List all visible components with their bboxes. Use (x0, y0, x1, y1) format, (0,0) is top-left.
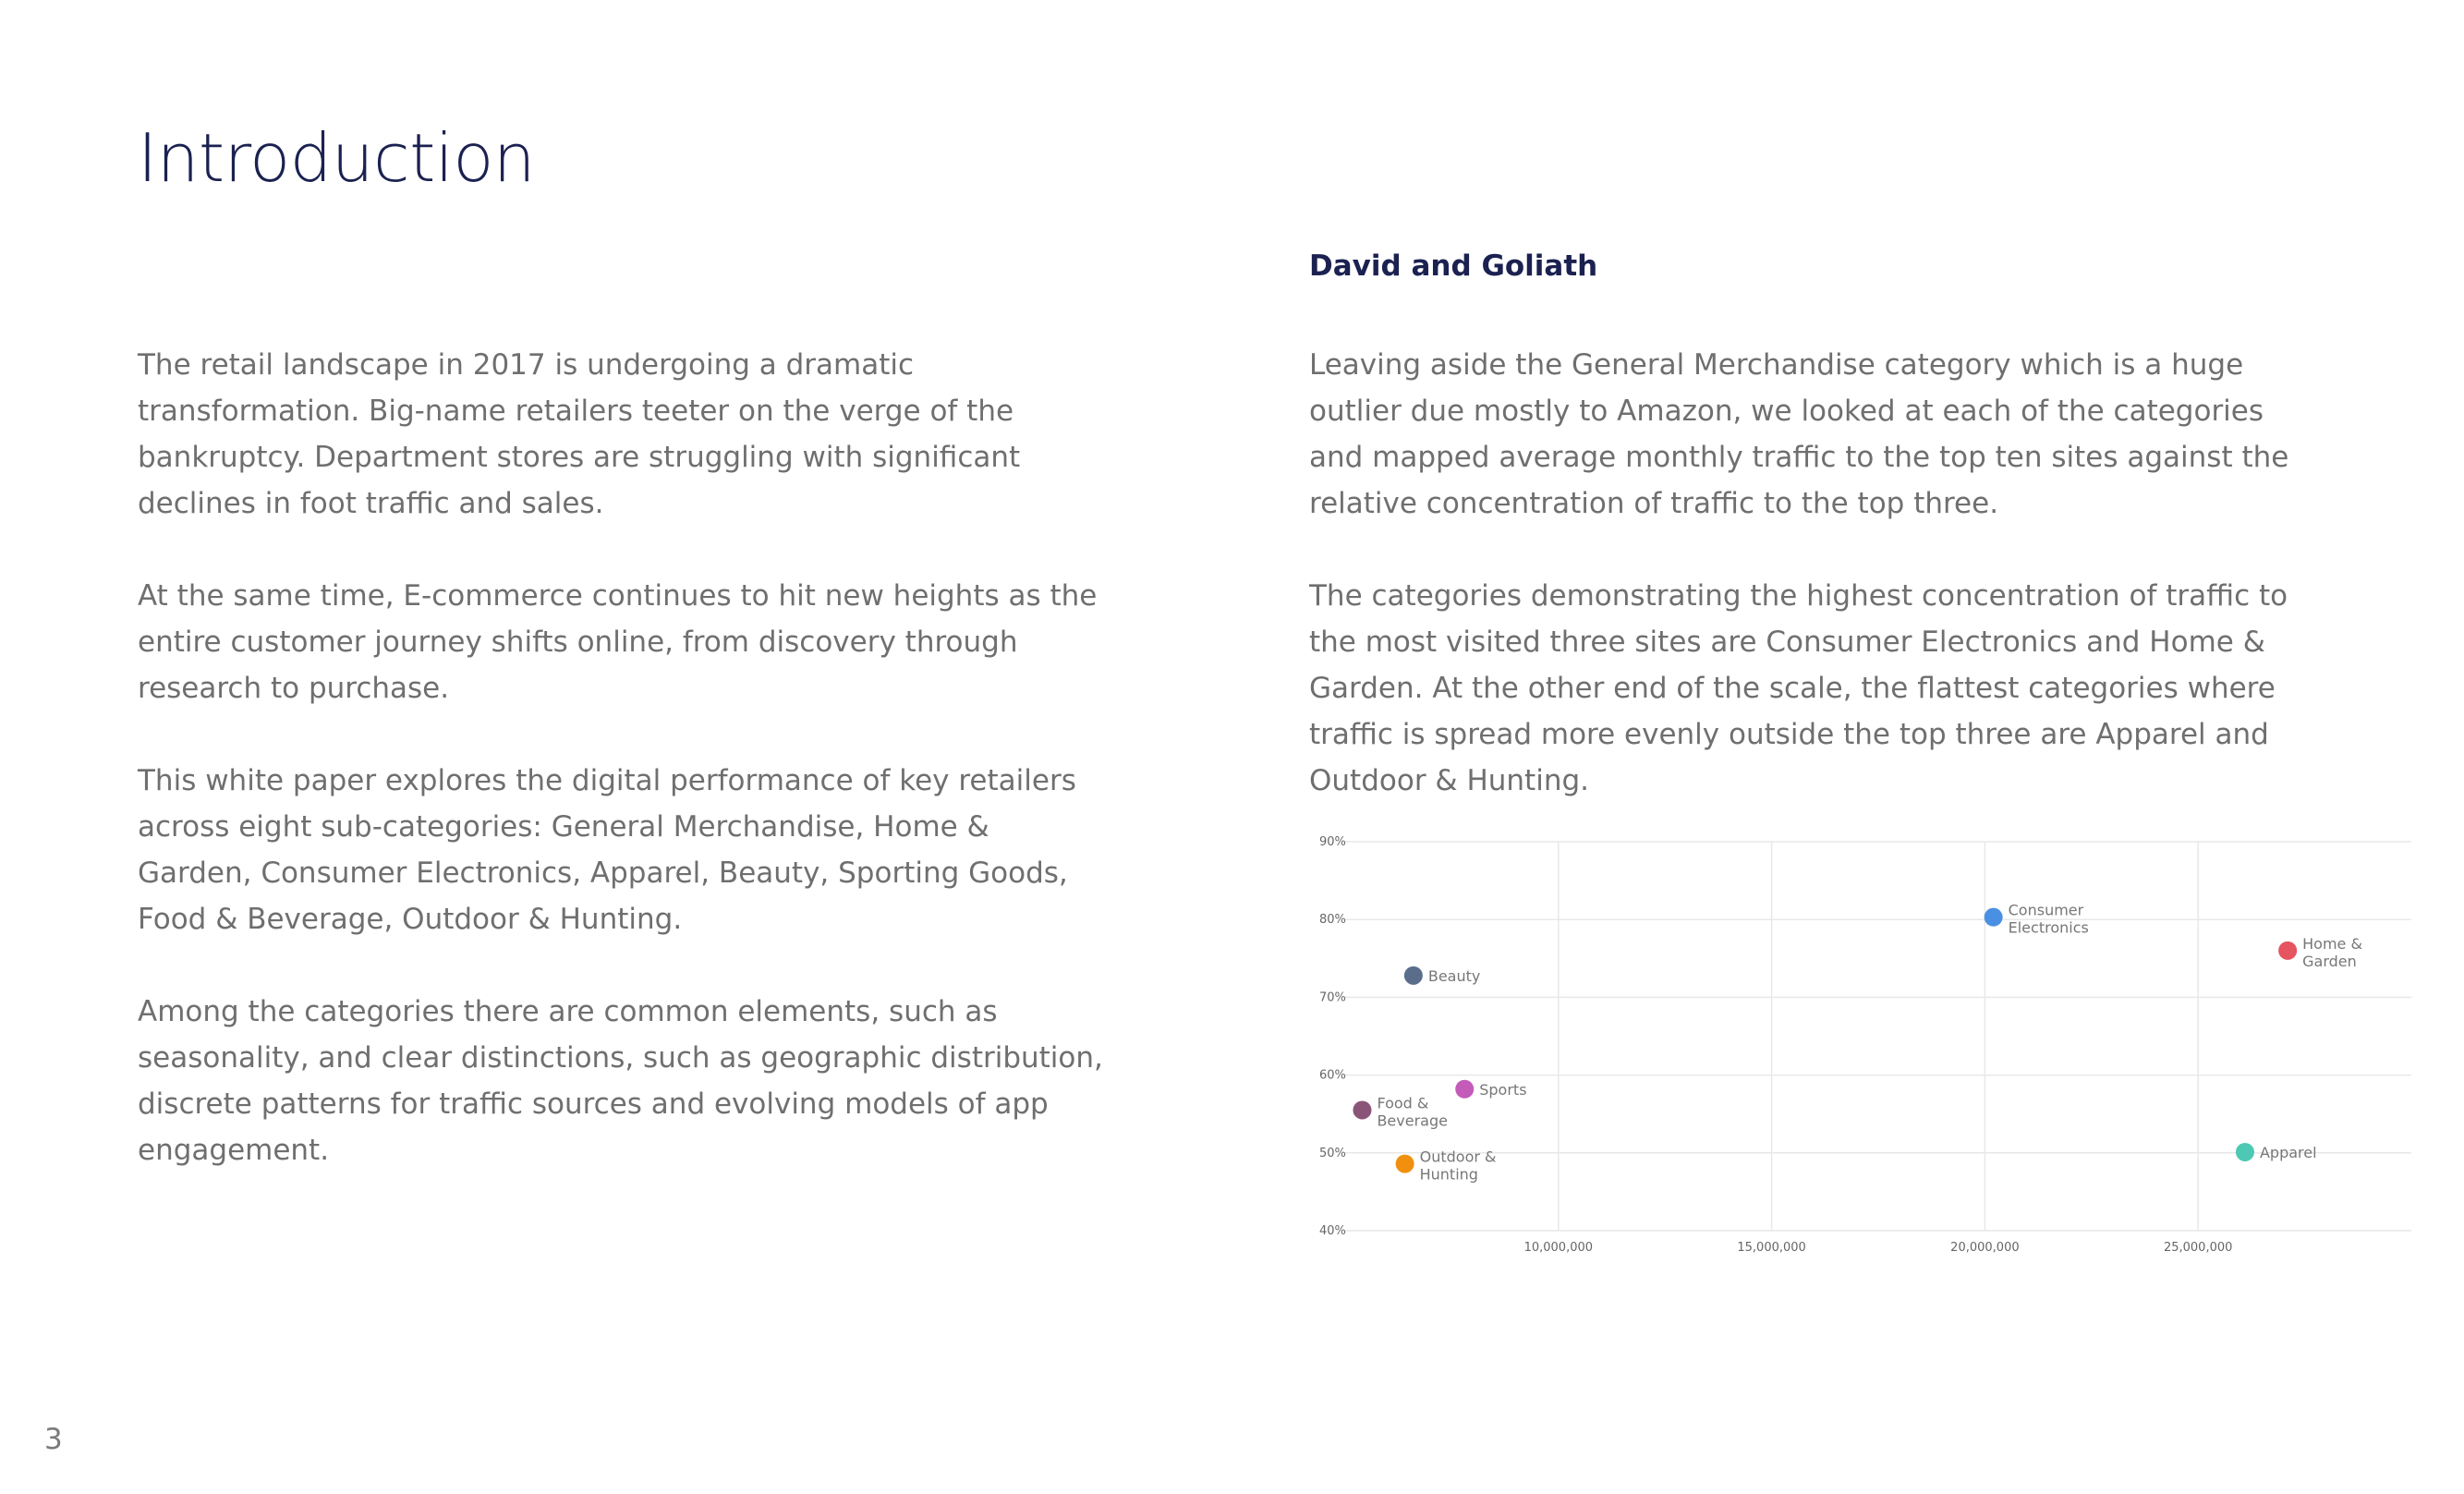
page-title: Introduction (138, 119, 536, 197)
data-label: Beverage (1377, 1111, 1448, 1130)
data-point (1985, 908, 2003, 927)
data-point (1396, 1155, 1414, 1173)
data-label: Electronics (2008, 918, 2089, 937)
data-label: Outdoor & (1419, 1148, 1497, 1166)
data-label: Sports (1479, 1080, 1527, 1099)
intro-paragraph-3: This white paper explores the digital performance of key retailers across eight sub-categories: General Merchandise, Home & Garden, Consumer Electronics, Apparel, Beauty, Sporting Goods, Food & Beverage, Outdoor & Hunting. (138, 764, 1076, 936)
data-point (2236, 1143, 2254, 1161)
intro-paragraph-1: The retail landscape in 2017 is undergoing a dramatic transformation. Big-name retailers teeter on the verge of the bankruptcy. Department stores are struggling with significant declines in foot traffic and sales. (138, 348, 1021, 520)
right-column (1309, 342, 2316, 850)
data-point (2278, 941, 2297, 960)
data-point (1404, 966, 1423, 985)
x-tick-label: 20,000,000 (1950, 1241, 2020, 1255)
y-tick-label: 90% (1319, 835, 1346, 849)
y-tick-label: 50% (1319, 1146, 1346, 1160)
data-label: Beauty (1427, 966, 1481, 985)
section-heading: David and Goliath (1309, 249, 1598, 283)
y-tick-label: 70% (1319, 990, 1346, 1005)
y-tick-label: 60% (1319, 1068, 1346, 1083)
page-number: 3 (44, 1423, 63, 1456)
left-column (138, 342, 1108, 1220)
analysis-paragraph-1: Leaving aside the General Merchandise category which is a huge outlier due mostly to Amazon, we looked at each of the categories and mapped average monthly traffic to the top ten sites against the relative concentration of traffic to the top three. (1309, 348, 2289, 520)
data-label: Consumer (2008, 901, 2084, 919)
data-label: Food & (1377, 1094, 1429, 1112)
data-label: Home & (2302, 934, 2362, 953)
data-point (1353, 1100, 1371, 1119)
intro-paragraph-2: At the same time, E-commerce continues to hit new heights as the entire customer journey shifts online, from discovery through research to purchase. (138, 579, 1098, 705)
data-label: Apparel (2259, 1143, 2317, 1161)
x-tick-label: 25,000,000 (2163, 1241, 2233, 1255)
data-point (1455, 1080, 1474, 1099)
analysis-paragraph-2: The categories demonstrating the highest concentration of traffic to the most visited three sites are Consumer Electronics and Home & Garden. At the other end of the scale, the flattest categories where traffic is spread more evenly outside the top three are Apparel and Outdoor & Hunting. (1309, 579, 2288, 797)
data-label: Garden (2302, 952, 2357, 970)
scatter-chart (1293, 827, 2430, 1270)
x-tick-label: 10,000,000 (1523, 1241, 1594, 1255)
intro-paragraph-4: Among the categories there are common elements, such as seasonality, and clear distinctions, such as geographic distribution, discrete patterns for traffic sources and evolving models of app engagement. (138, 995, 1103, 1167)
y-tick-label: 80% (1319, 913, 1346, 928)
y-tick-label: 40% (1319, 1224, 1346, 1238)
x-tick-label: 15,000,000 (1737, 1241, 1806, 1255)
data-label: Hunting (1419, 1165, 1478, 1184)
